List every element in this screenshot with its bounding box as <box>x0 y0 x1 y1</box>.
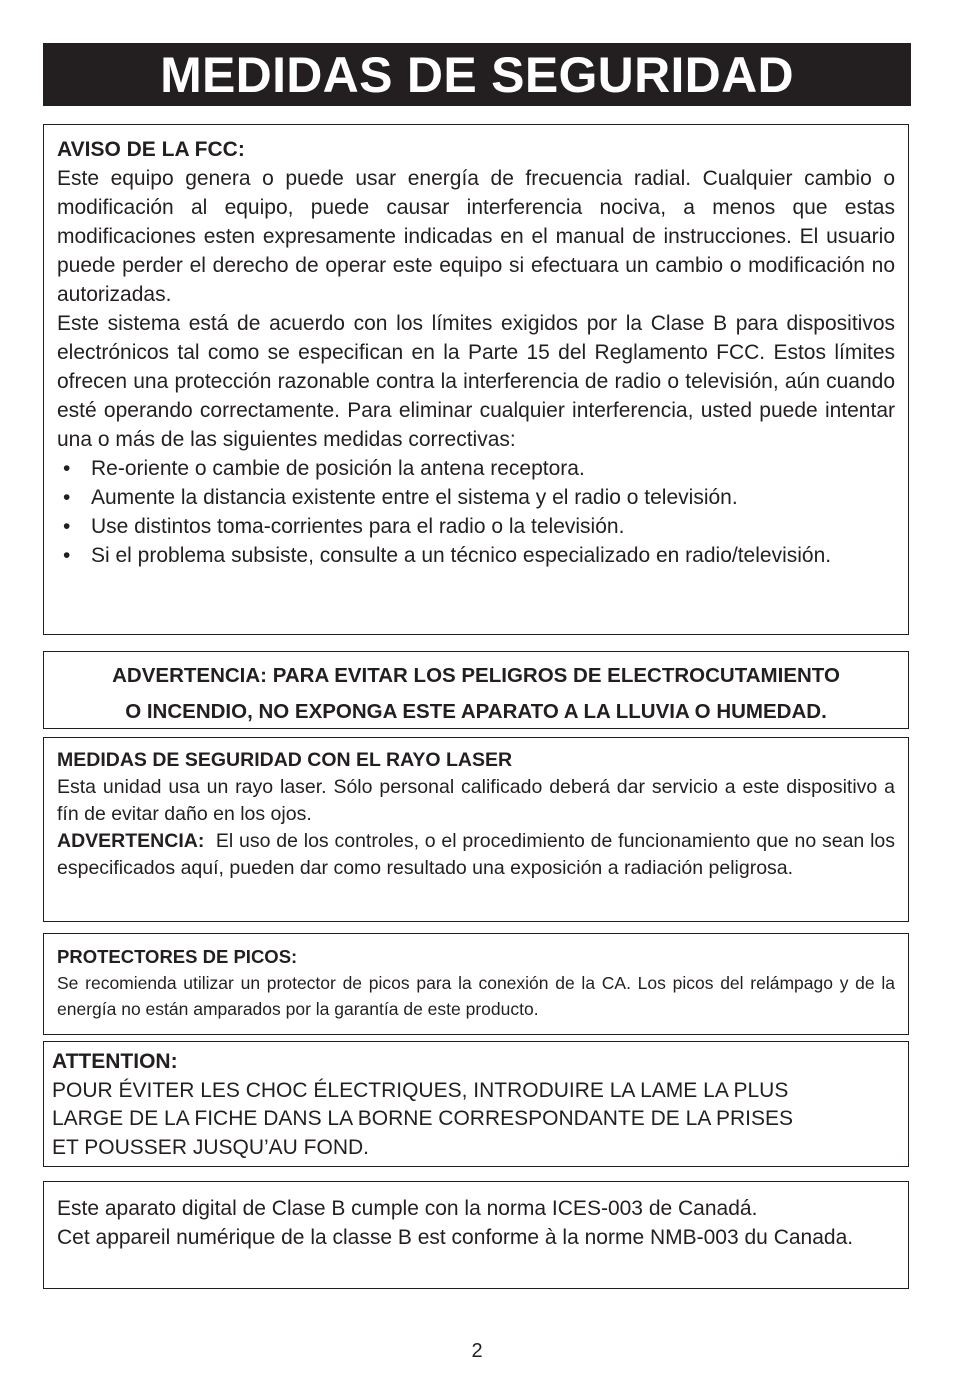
warning-line-2: O INCENDIO, NO EXPONGA ESTE APARATO A LA LLUVIA O HUMEDAD. <box>125 700 827 723</box>
surge-body: Se recomienda utilizar un protector de picos para la conexión de la CA. Los picos del relámpago y de la energía no están amparados por la garantía de este producto. <box>57 973 895 1019</box>
bullet-icon: • <box>63 457 71 480</box>
list-item <box>57 512 895 541</box>
fcc-heading: AVISO DE LA FCC: <box>57 138 245 161</box>
laser-warning-text: El uso de los controles, o el procedimiento de funcionamiento que no sean los especificados aquí, pueden dar como resultado una exposición a radiación peligrosa. <box>57 830 901 879</box>
laser-warning-label: ADVERTENCIA: <box>57 830 205 852</box>
title-banner <box>43 43 911 106</box>
attention-heading: ATTENTION: <box>52 1050 178 1073</box>
page-number: 2 <box>471 1340 483 1362</box>
bullet-icon: • <box>63 486 71 509</box>
laser-heading: MEDIDAS DE SEGURIDAD CON EL RAYO LASER <box>57 749 513 771</box>
bullet-icon: • <box>63 544 71 567</box>
attention-line-3: ET POUSSER JUSQU’AU FOND. <box>52 1135 369 1159</box>
surge-protector-box <box>43 933 909 1035</box>
ices-french: Cet appareil numérique de la classe B est conforme à la norme NMB-003 du Canada. <box>57 1226 854 1249</box>
attention-line-2: LARGE DE LA FICHE DANS LA BORNE CORRESPONDANTE DE LA PRISES <box>52 1107 794 1130</box>
ices-compliance-box <box>43 1181 909 1289</box>
attention-box <box>43 1041 909 1167</box>
attention-line-1: POUR ÉVITER LES CHOC ÉLECTRIQUES, INTRODUIRE LA LAME LA PLUS <box>52 1078 789 1102</box>
fcc-paragraph-1: Este equipo genera o puede usar energía de frecuencia radial. Cualquier cambio o modificación al equipo, puede causar interferencia nociva, a menos que estas modificaciones esten expresamente indicadas en el manual de instrucciones. El usuario puede perder el derecho de operar este equipo si efectuara un cambio o modificación no autorizadas. <box>57 167 895 306</box>
electrocution-warning-box <box>43 651 909 729</box>
warning-line-1: ADVERTENCIA: PARA EVITAR LOS PELIGROS DE ELECTROCUTAMIENTO <box>112 664 840 687</box>
bullet-icon: • <box>63 515 71 538</box>
list-item <box>57 483 895 512</box>
ices-spanish: Este aparato digital de Clase B cumple con la norma ICES-003 de Canadá. <box>57 1197 758 1220</box>
list-item-text: Use distintos toma-corrientes para el radio o la televisión. <box>91 515 625 538</box>
page-title: MEDIDAS DE SEGURIDAD <box>160 46 794 103</box>
laser-safety-box <box>43 737 909 922</box>
fcc-paragraph-2: Este sistema está de acuerdo con los límites exigidos por la Clase B para dispositivos electrónicos tal como se especifican en la Parte 15 del Reglamento FCC. Estos límites ofrecen una protección razonable contra la interferencia de radio o televisión, aún cuando esté operando correctamente. Para eliminar cualquier interferencia, usted puede intentar una o más de las siguientes medidas correctivas: <box>57 312 895 451</box>
list-item <box>57 454 895 483</box>
surge-heading: PROTECTORES DE PICOS: <box>57 946 298 967</box>
laser-body: Esta unidad usa un rayo laser. Sólo personal calificado deberá dar servicio a este dispositivo a fín de evitar daño en los ojos. <box>57 776 895 825</box>
list-item-text: Si el problema subsiste, consulte a un técnico especializado en radio/televisión. <box>91 544 832 567</box>
list-item-text: Re-oriente o cambie de posición la antena receptora. <box>91 457 585 480</box>
laser-warning <box>57 828 901 882</box>
list-item-text: Aumente la distancia existente entre el sistema y el radio o televisión. <box>91 486 738 509</box>
list-item <box>57 541 895 570</box>
fcc-measures-list <box>57 454 895 570</box>
fcc-notice-box <box>43 124 909 635</box>
